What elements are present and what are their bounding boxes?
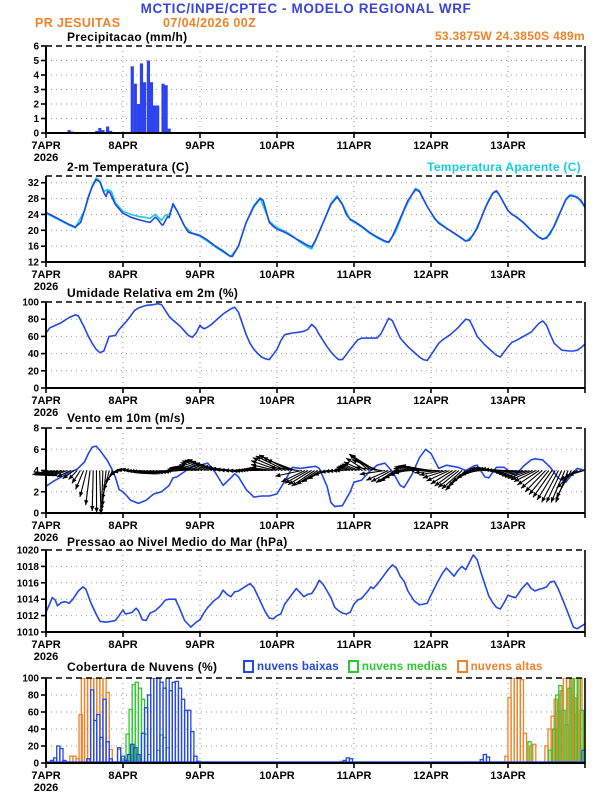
series-group [46,304,585,361]
x-tick-label: 12APR [413,520,449,532]
panel-temperature [28,176,585,293]
x-tick-label: 8APR [108,140,138,152]
panel-title-precipitation: Precipitacao (mm/h) [67,30,188,44]
y-tick-label: 5 [33,56,39,67]
panel-title-wind: Vento em 10m (m/s) [67,411,186,425]
panel-title-humidity: Umidade Relativa em 2m (%) [67,286,239,300]
x-tick-label: 13APR [490,639,526,651]
x-tick-label: 8APR [108,395,138,407]
panel-pressure [17,546,585,664]
y-tick-label: 100 [22,673,39,685]
x-tick-label: 8APR [108,639,138,651]
x-tick-label: 13APR [490,520,526,532]
x-tick-label: 8APR [108,770,138,782]
x-year-label: 2026 [33,407,59,419]
y-tick-label: 1020 [16,545,39,557]
legend-label: nuvens medias [361,660,448,673]
x-tick-label: 13APR [490,140,526,152]
x-tick-label: 13APR [490,395,526,407]
y-tick-label: 1010 [16,627,39,639]
x-tick-label: 12APR [413,639,449,651]
x-tick-label: 11APR [336,269,372,281]
wind-arrow-icon [537,471,555,500]
y-tick-label: 2 [33,99,39,111]
x-tick-label: 7APR [31,269,61,281]
precip-bar [161,84,164,133]
y-tick-label: 8 [33,423,39,435]
y-tick-label: 20 [27,366,39,378]
series-group [68,61,171,134]
page-title: MCTIC/INPE/CPTEC - MODELO REGIONAL WRF [140,1,472,16]
y-tick-label: 3 [33,85,39,96]
x-tick-label: 9APR [185,140,215,152]
wind-arrowhead-icon [72,478,77,483]
wind-arrow-icon [86,471,90,506]
x-tick-label: 9APR [185,770,215,782]
panel-title-clouds: Cobertura de Nuvens (%) [67,660,218,674]
x-tick-label: 8APR [108,520,138,532]
run-datetime: 07/04/2026 00Z [163,16,257,30]
x-tick-label: 11APR [336,140,372,152]
x-tick-label: 10APR [259,395,295,407]
x-tick-label: 9APR [185,520,215,532]
x-year-label: 2026 [33,532,59,544]
wind-arrowhead-icon [275,473,280,477]
y-tick-label: 60 [27,331,39,343]
legend-apparent-temperature: Temperatura Aparente (C) [427,160,581,174]
wind-arrowhead-icon [90,506,94,511]
y-tick-label: 20 [27,741,39,753]
wind-vectors [32,454,584,514]
cloud-bar [523,733,526,763]
y-tick-label: 0 [33,383,39,395]
x-tick-label: 10APR [259,520,295,532]
y-tick-label: 1016 [16,578,39,590]
y-tick-label: 100 [22,297,39,309]
panel-title-pressure: Pressao ao Nivel Medio do Mar (hPa) [67,535,288,549]
panel-title-temperature: 2-m Temperatura (C) [67,160,190,174]
x-tick-label: 9APR [185,639,215,651]
panel-wind [31,424,585,545]
y-tick-label: 80 [27,314,39,326]
y-tick-label: 60 [27,707,39,719]
x-tick-label: 13APR [490,269,526,281]
x-tick-label: 7APR [31,140,61,152]
x-tick-label: 7APR [31,639,61,651]
y-tick-label: 4 [33,70,39,82]
wind-arrowhead-icon [94,508,98,513]
precip-bar [156,105,159,133]
precip-bar [140,63,143,133]
x-year-label: 2026 [33,651,59,663]
y-tick-label: 1 [33,114,39,125]
wind-arrowhead-icon [435,481,440,486]
x-tick-label: 11APR [336,770,372,782]
y-tick-label: 0 [33,758,39,770]
x-year-label: 2026 [33,281,59,293]
y-tick-label: 4 [33,466,39,477]
y-tick-label: 12 [27,257,39,269]
y-tick-label: 32 [27,178,39,190]
series-line-line_blue [46,180,585,257]
precip-bar [134,84,137,133]
precip-bar [147,61,150,134]
y-tick-label: 16 [27,241,39,253]
x-tick-label: 10APR [259,770,295,782]
x-tick-label: 10APR [259,639,295,651]
precip-bar [153,105,156,133]
x-tick-label: 11APR [336,520,372,532]
precip-bar [131,66,134,133]
y-tick-label: 6 [33,41,39,53]
x-tick-label: 12APR [413,395,449,407]
y-tick-label: 24 [27,209,39,221]
x-tick-label: 10APR [259,269,295,281]
x-year-label: 2026 [33,152,59,164]
y-tick-label: 40 [27,349,39,361]
cloud-bar [533,744,536,763]
x-tick-label: 11APR [336,395,372,407]
series-line-line_blue [46,304,585,361]
wind-arrow-icon [92,471,93,512]
legend-label: nuvens altas [470,660,543,673]
wind-arrowhead-icon [360,471,365,475]
x-tick-label: 13APR [490,770,526,782]
y-tick-label: 80 [27,690,39,702]
y-tick-label: 20 [27,225,39,237]
x-year-label: 2026 [33,782,59,792]
x-tick-label: 7APR [31,520,61,532]
precip-bar [137,104,140,133]
x-tick-label: 9APR [185,395,215,407]
panel-humidity [22,298,585,420]
x-tick-label: 12APR [413,140,449,152]
legend-label: nuvens baixas [257,660,339,673]
y-tick-label: 1012 [16,611,39,623]
series-line-cyan [46,178,585,257]
x-tick-label: 11APR [336,639,372,651]
y-tick-label: 28 [27,194,39,206]
series-group [51,678,586,763]
station-name: PR JESUITAS [35,16,121,30]
wind-arrowhead-icon [555,497,559,502]
coords-label: 53.3875W 24.3850S 489m [434,29,585,43]
x-tick-label: 12APR [413,269,449,281]
y-tick-label: 6 [33,444,39,456]
y-tick-label: 1014 [16,594,39,606]
precip-bar [150,82,153,133]
x-tick-label: 9APR [185,269,215,281]
x-tick-label: 12APR [413,770,449,782]
panel-clouds [22,674,585,792]
x-tick-label: 7APR [31,395,61,407]
cloud-bar [549,750,552,763]
x-tick-label: 8APR [108,269,138,281]
series-group [46,178,585,257]
precip-bar [165,85,168,133]
wind-arrowhead-icon [224,468,229,472]
precip-bar [143,82,146,133]
x-tick-label: 7APR [31,770,61,782]
y-tick-label: 40 [27,724,39,736]
y-tick-label: 0 [33,508,39,520]
y-tick-label: 0 [33,128,39,140]
panel-precipitation [31,42,585,165]
wind-arrowhead-icon [533,492,538,497]
y-tick-label: 2 [33,487,39,499]
y-tick-label: 1018 [16,561,39,573]
x-tick-label: 10APR [259,140,295,152]
